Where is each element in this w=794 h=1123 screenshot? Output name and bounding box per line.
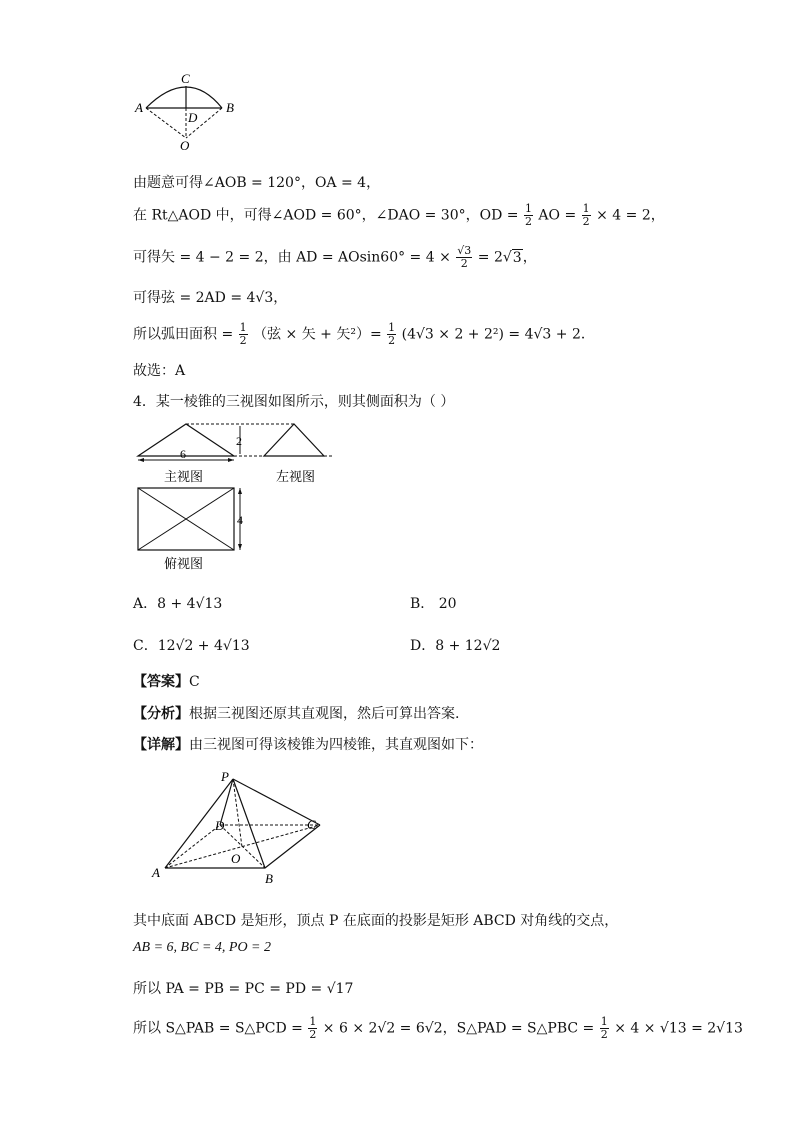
line2-part-b: AO = (538, 207, 577, 224)
pyramid-figure (145, 765, 335, 890)
analysis-text: 根据三视图还原其直观图，然后可算出答案. (189, 706, 460, 722)
fraction-half-6 (600, 1016, 609, 1041)
question-text: 4．某一棱锥的三视图如图所示，则其侧面积为（ ） (133, 394, 455, 410)
left-view-label: 左视图 (276, 469, 316, 484)
frac-num: 1 (239, 321, 247, 334)
front-view-shape (138, 424, 234, 456)
arrow-right (228, 458, 234, 462)
three-views-figure (130, 418, 350, 578)
option-c: C．12√2 + 4√13 (133, 638, 250, 654)
line4-part-c: × 4 × √13 = 2√13 (614, 1020, 743, 1037)
label-p: P (221, 769, 229, 784)
line3-part-b: = 2 (477, 249, 503, 266)
arc-figure (130, 70, 250, 155)
arrow-left (138, 458, 144, 462)
dim-height-label: 2 (236, 434, 242, 448)
dim-depth-label: 4 (237, 513, 243, 527)
detail-tag: 【详解】 (133, 737, 189, 753)
fraction-half (524, 203, 533, 228)
choice-line: 故选：A (133, 363, 186, 379)
frac-den: 2 (309, 1028, 317, 1041)
analysis-tag: 【分析】 (133, 706, 189, 722)
answer-line (133, 671, 200, 691)
arrow-down (238, 544, 242, 550)
frac-num: 1 (388, 321, 396, 334)
sqrt-3: 3 (512, 249, 522, 266)
fraction-half-3 (239, 322, 248, 347)
line3-part-a: 可得矢 = 4 − 2 = 2，由 AD = AOsin60° = 4 × (133, 249, 451, 266)
frac-num: 1 (309, 1015, 317, 1028)
line4-part-a: 所以 S△PAB = S△PCD = (133, 1020, 303, 1037)
label-c: C (181, 71, 190, 86)
solution-line-1: 由题意可得∠AOB = 120°，OA = 4， (133, 175, 381, 191)
solution-line-4: 可得弦 = 2AD = 4√3， (133, 290, 288, 306)
frac-den: 2 (524, 215, 532, 228)
line5-part-c: (4√3 × 2 + 2²) = 4√3 + 2． (401, 326, 595, 343)
after-line-2: AB = 6, BC = 4, PO = 2 (133, 940, 271, 955)
front-view-label: 主视图 (164, 469, 204, 484)
label-o: O (180, 138, 190, 153)
arrow-up (238, 488, 242, 494)
frac-num: 1 (524, 202, 532, 215)
height-po (233, 779, 242, 847)
line2-part-c: × 4 = 2， (596, 207, 665, 224)
frac-num: √3 (457, 244, 472, 257)
label-d2: D (215, 818, 225, 833)
line5-part-b: （弦 × 矢 + 矢²）= (253, 326, 382, 343)
option-a: A．8 + 4√13 (133, 596, 223, 612)
detail-text: 由三视图可得该棱锥为四棱锥，其直观图如下： (189, 737, 483, 753)
left-view-shape (264, 424, 324, 456)
arc-curve (146, 87, 222, 108)
frac-den: 2 (460, 257, 468, 270)
line5-part-a: 所以弧田面积 = (133, 326, 234, 343)
top-view-label: 俯视图 (164, 556, 204, 571)
frac-den: 2 (582, 215, 590, 228)
frac-num: 1 (582, 202, 590, 215)
fraction-half-4 (387, 322, 396, 347)
frac-num: 1 (600, 1015, 608, 1028)
after-line-4 (133, 1016, 743, 1041)
label-a: A (135, 100, 143, 115)
label-o2: O (231, 851, 241, 866)
fraction-sqrt3-over-2 (456, 245, 472, 270)
diagonal-db (220, 825, 265, 868)
label-b2: B (265, 871, 273, 886)
line2-part-a: 在 Rt△AOD 中，可得∠AOD = 60°，∠DAO = 30°，OD = (133, 207, 519, 224)
line3-part-c: ， (522, 249, 537, 266)
label-a2: A (152, 865, 160, 880)
answer-value: C (189, 674, 200, 690)
analysis-line (133, 703, 459, 723)
after-line-3: 所以 PA = PB = PC = PD = √17 (133, 981, 354, 997)
line4-part-b: × 6 × 2√2 = 6√2，S△PAD = S△PBC = (322, 1020, 595, 1037)
after-line-1: 其中底面 ABCD 是矩形，顶点 P 在底面的投影是矩形 ABCD 对角线的交点， (133, 913, 619, 929)
answer-tag: 【答案】 (133, 674, 189, 690)
fraction-half-2 (582, 203, 591, 228)
label-b: B (226, 100, 234, 115)
option-d: D．8 + 12√2 (410, 638, 501, 654)
frac-den: 2 (239, 334, 247, 347)
fraction-half-5 (308, 1016, 317, 1041)
solution-line-3: 可得矢 = 4 − 2 = 2，由 AD = AOsin60° = 4 × $\frac{√3}{2}$ = 2√3， (133, 244, 537, 270)
solution-line-2 (133, 203, 665, 228)
radius-oa (146, 108, 186, 138)
option-b: B． 20 (410, 596, 457, 612)
frac-den: 2 (388, 334, 396, 347)
label-c2: C (307, 817, 316, 832)
detail-line (133, 734, 483, 754)
solution-line-5 (133, 322, 595, 347)
dim-width-label: 6 (180, 447, 186, 461)
label-d: D (188, 110, 198, 125)
frac-den: 2 (600, 1028, 608, 1041)
